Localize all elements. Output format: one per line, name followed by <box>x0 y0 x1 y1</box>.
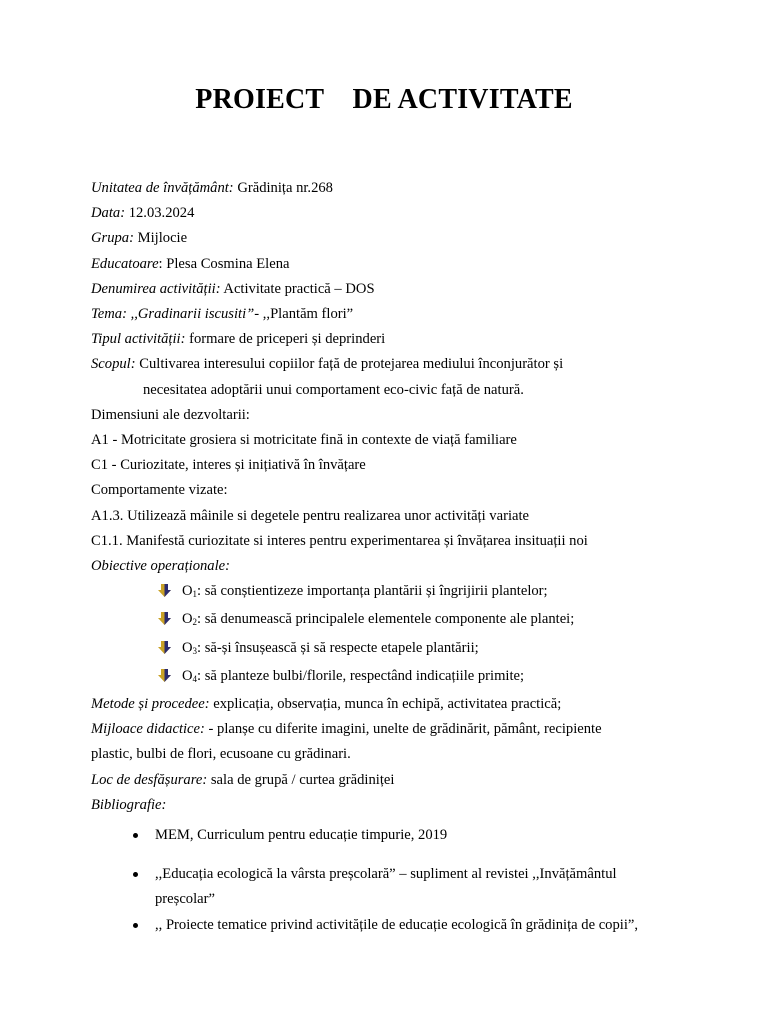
obiectiv-item <box>91 607 691 635</box>
obiectiv-text: : să planteze bulbi/florile, respectând indicațiile primite; <box>197 667 525 684</box>
tema-value: ,,Plantăm flori” <box>259 306 354 323</box>
bibliografie-item <box>91 913 691 938</box>
obiectiv-text: : să conștientizeze importanța plantării și îngrijirii plantelor; <box>197 583 548 600</box>
tema-label: Tema: ,,Gradinarii iscusiti”- <box>91 306 260 323</box>
scopul-row <box>91 352 691 377</box>
metode-value: explicația, observația, munca în echipă, activitatea practică; <box>209 696 562 713</box>
bullet-icon <box>133 833 138 838</box>
document-body <box>91 176 691 938</box>
obiectiv-code: O <box>182 583 193 600</box>
tipul-label: Tipul activității: <box>91 331 186 348</box>
obiectiv-item <box>91 636 691 664</box>
data-row <box>91 201 691 226</box>
grupa-value: Mijlocie <box>133 230 188 247</box>
arrow-down-icon <box>158 612 171 625</box>
scopul-line2: necesitatea adoptării unui comportament eco-civic față de natură. <box>143 381 524 398</box>
unitatea-label: Unitatea de învățământ: <box>91 180 234 196</box>
scopul-label: Scopul: <box>91 356 136 373</box>
loc-label: Loc de desfășurare: <box>91 771 208 788</box>
loc-row <box>91 768 691 793</box>
obiectiv-code: O <box>182 639 193 656</box>
grupa-row <box>91 226 691 251</box>
educatoare-row <box>91 252 691 277</box>
educatoare-value: : Plesa Cosmina Elena <box>158 255 290 272</box>
bibliografie-text-cont: preșcolar” <box>155 891 215 908</box>
tipul-value: formare de priceperi și deprinderi <box>185 331 386 348</box>
comportament-item: C1.1. Manifestă curiozitate si interes pentru experimentarea și învățarea insituații noi <box>91 532 588 549</box>
metode-row <box>91 692 691 717</box>
obiectiv-item <box>91 579 691 607</box>
bullet-icon <box>133 872 138 877</box>
tipul-row <box>91 327 691 352</box>
arrow-down-icon <box>158 641 171 654</box>
denumirea-value: Activitate practică – DOS <box>220 280 375 297</box>
obiectiv-number: 2 <box>192 617 198 628</box>
educatoare-label: Educatoare <box>91 255 159 272</box>
obiectiv-text: : să-și însușească și să respecte etapele plantării; <box>197 639 479 656</box>
metode-label: Metode și procedee: <box>91 696 210 713</box>
bibliografie-item <box>91 862 691 912</box>
mijloace-label: Mijloace didactice: <box>91 721 205 738</box>
scopul-line1: Cultivarea interesului copiilor față de protejarea mediului înconjurător și <box>135 356 564 373</box>
unitatea-row <box>91 176 691 201</box>
bullet-icon <box>133 923 138 928</box>
mijloace-line1: - planșe cu diferite imagini, unelte de grădinărit, pământ, recipiente <box>204 721 602 738</box>
obiective-list <box>91 579 691 692</box>
bibliografie-heading: Bibliografie: <box>91 796 167 813</box>
mijloace-line2: plastic, bulbi de flori, ecusoane cu grădinari. <box>91 746 351 763</box>
arrow-down-icon <box>158 584 171 597</box>
dimensiuni-heading: Dimensiuni ale dezvoltarii: <box>91 406 250 423</box>
bibliografie-text: ,, Proiecte tematice privind activitățile de educație ecologică în grădinița de copii”, <box>155 916 639 933</box>
obiectiv-code: O <box>182 611 193 628</box>
bibliografie-item <box>91 823 691 848</box>
tema-row <box>91 302 691 327</box>
obiectiv-item <box>91 664 691 692</box>
mijloace-row <box>91 717 691 742</box>
data-label: Data: <box>91 205 126 222</box>
unitatea-value: Grădinița nr.268 <box>233 180 333 196</box>
dimensiune-item: A1 - Motricitate grosiera si motricitate fină in contexte de viață familiare <box>91 432 517 449</box>
obiectiv-number: 1 <box>192 589 198 600</box>
comportamente-heading: Comportamente vizate: <box>91 482 228 499</box>
comportament-item: A1.3. Utilizează mâinile si degetele pentru realizarea unor activități variate <box>91 507 530 524</box>
obiectiv-number: 3 <box>192 645 198 656</box>
obiectiv-number: 4 <box>192 673 198 684</box>
dimensiune-item: C1 - Curiozitate, interes și inițiativă în învățare <box>91 457 366 474</box>
denumirea-row <box>91 277 691 302</box>
bibliografie-text: MEM, Curriculum pentru educație timpurie, 2019 <box>155 827 448 844</box>
obiectiv-code: O <box>182 667 193 684</box>
loc-value: sala de grupă / curtea grădiniței <box>207 771 395 788</box>
obiective-heading: Obiective operaționale: <box>91 558 230 575</box>
page-title: PROIECT DE ACTIVITATE <box>195 84 573 115</box>
denumirea-label: Denumirea activității: <box>91 280 221 297</box>
bibliografie-text: ,,Educația ecologică la vârsta preșcolară” – supliment al revistei ,,Invățământul <box>155 866 617 883</box>
data-value: 12.03.2024 <box>125 205 195 222</box>
grupa-label: Grupa: <box>91 230 134 247</box>
obiectiv-text: : să denumească principalele elementele componente ale plantei; <box>197 611 575 628</box>
arrow-down-icon <box>158 669 171 682</box>
